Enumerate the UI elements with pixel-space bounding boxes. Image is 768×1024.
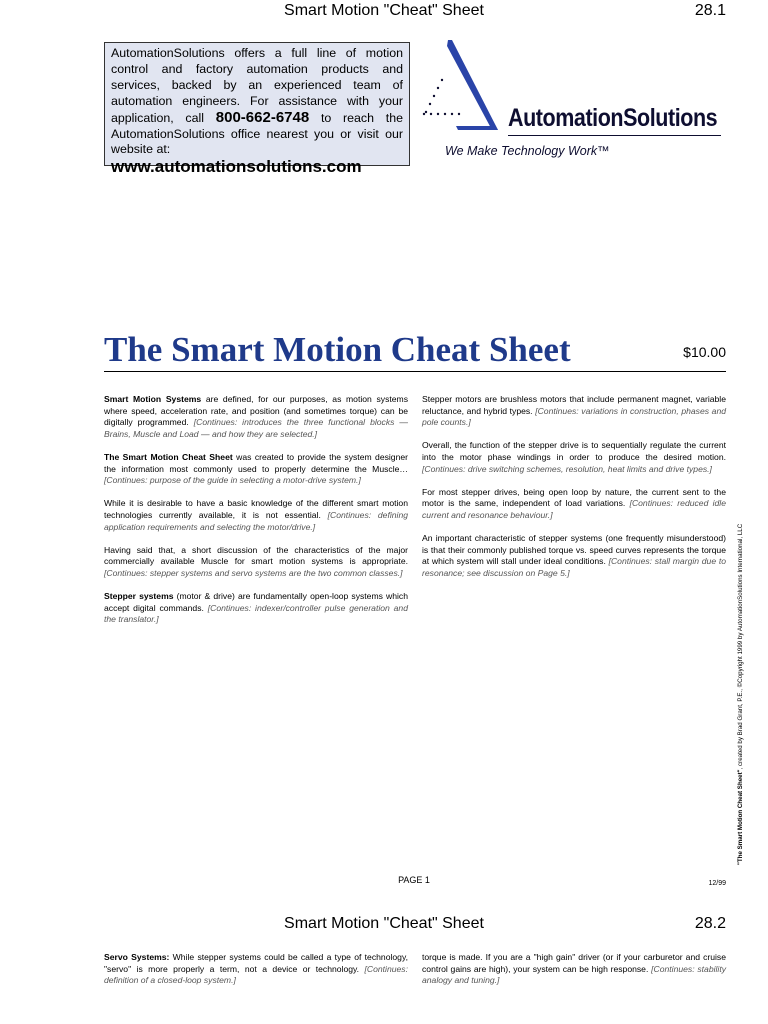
paragraph — [104, 591, 408, 626]
header-page-number: 28.1 — [694, 2, 726, 19]
paragraph — [422, 952, 726, 987]
paragraph-text: For most stepper drives, being open loop by nature, the current sent to the motor is the same, independent of load variations. — [422, 486, 726, 509]
section2-left-column — [104, 952, 408, 998]
page-header-1 — [0, 0, 768, 22]
paragraph — [422, 394, 726, 429]
logo-tagline: We Make Technology Work™ — [445, 144, 610, 158]
paragraph-text: An important characteristic of stepper systems (one frequently misunderstood) is that their commonly published torque vs. speed curves represents the torque at which system will stall under ideal conditions. — [422, 533, 726, 567]
triangle-logo-icon — [418, 38, 508, 138]
paragraph-text: While it is desirable to have a basic knowledge of the different smart motion technologies currently available, it is not essential. — [104, 498, 408, 520]
omitted-text-note: [Continues: defining application requirements and selecting the motor/drive.] — [104, 509, 408, 532]
paragraph-text: Overall, the function of the stepper drive is to sequentially regulate the current into the motor phase windings in order to produce the desired motion. — [422, 440, 726, 462]
ad-box-after-phone: to reach the AutomationSolutions office nearest you or visit our website at: — [111, 110, 403, 157]
paragraph-text: was created to provide the system designer the information most commonly used to properly determine the Muscle… — [104, 451, 409, 474]
title-divider — [104, 371, 726, 372]
omitted-text-note: [Continues: indexer/controller pulse generation and the translator.] — [104, 602, 408, 625]
paragraph — [422, 440, 726, 475]
paragraph-lead: Stepper systems — [104, 591, 174, 602]
paragraph-text: torque is made. If you are a "high gain" driver (or if your carburetor and cruise control gains are high), your system can be high response. — [422, 952, 726, 974]
right-column — [422, 394, 726, 591]
omitted-text-note: [Continues: drive switching schemes, resolution, heat limits and drive types.] — [422, 463, 712, 474]
contact-ad-box — [104, 42, 410, 177]
header-title: Smart Motion "Cheat" Sheet — [284, 915, 484, 932]
paragraph-text: (motor & drive) are fundamentally open-loop systems which accept digital commands. — [104, 591, 408, 613]
omitted-text-note: [Continues: reduced idle current and resonance behaviour.] — [422, 498, 726, 520]
phone-number: 800-662-6748 — [215, 108, 310, 126]
paragraph — [104, 394, 408, 440]
paragraph-lead: The Smart Motion Cheat Sheet — [104, 451, 233, 462]
omitted-text-note: [Continues: variations in construction, phases and pole counts.] — [422, 405, 727, 428]
footer-date: 12/99 — [708, 880, 726, 887]
paragraph-text: Stepper motors are brushless motors that include permanent magnet, variable reluctance, and hybrid types. — [422, 394, 726, 416]
vertical-note-text: , created by Brad Grant, P.E., ©Copyright 1999 by AutomationSolutions International, LLC — [737, 523, 744, 770]
omitted-text-note: [Continues: definition of a closed-loop system.] — [104, 963, 408, 986]
paragraph — [104, 545, 408, 580]
omitted-text-note: [Continues: stall margin due to resonance; see discussion on Page 5.] — [422, 556, 726, 578]
paragraph-text: are defined, for our purposes, as motion systems where speed, acceleration rate, and position (and sometimes torque) can be digitally programmed. — [104, 394, 408, 428]
paragraph — [104, 498, 408, 533]
left-column — [104, 394, 408, 637]
company-logo — [418, 38, 728, 168]
omitted-text-note: [Continues: introduces the three functional blocks — Brains, Muscle and Load — and how they are selected.] — [104, 417, 408, 439]
logo-brand-name: AutomationSolutions — [508, 104, 718, 132]
vertical-note-title: "The Smart Motion Cheat Sheet" — [737, 769, 744, 865]
paragraph — [104, 952, 408, 987]
header-title: Smart Motion "Cheat" Sheet — [284, 2, 484, 19]
logo-underline — [508, 135, 721, 136]
page-footer: PAGE 1 — [398, 875, 430, 885]
paragraph-text: While stepper systems could be called a type of technology, "servo" is more properly a term, not a device or technology. — [104, 952, 408, 974]
paragraph — [104, 452, 408, 487]
omitted-text-note: [Continues: purpose of the guide in selecting a motor-drive system.] — [104, 475, 361, 486]
page-header-2 — [0, 913, 768, 935]
header-page-number: 28.2 — [694, 915, 726, 932]
document-title: The Smart Motion Cheat Sheet — [104, 330, 571, 369]
ad-box-text: AutomationSolutions offers a full line of motion control and factory automation products and services, backed by an experienced team of automation engineers. For assistance with your application, call — [111, 46, 403, 125]
copyright-vertical-note — [737, 524, 744, 865]
paragraph — [422, 533, 726, 579]
website-link[interactable]: www.automationsolutions.com — [111, 157, 362, 177]
section2-right-column — [422, 952, 726, 998]
paragraph-text: Having said that, a short discussion of the characteristics of the major commercially available Muscle for smart motion systems is appropriate. — [104, 544, 408, 567]
omitted-text-note: [Continues: stepper systems and servo systems are the two common classes.] — [104, 567, 403, 578]
paragraph-lead: Servo Systems: — [104, 952, 170, 962]
paragraph — [422, 487, 726, 522]
omitted-text-note: [Continues: stability analogy and tuning.] — [422, 963, 727, 986]
paragraph-lead: Smart Motion Systems — [104, 394, 202, 404]
document-price: $10.00 — [683, 344, 726, 360]
